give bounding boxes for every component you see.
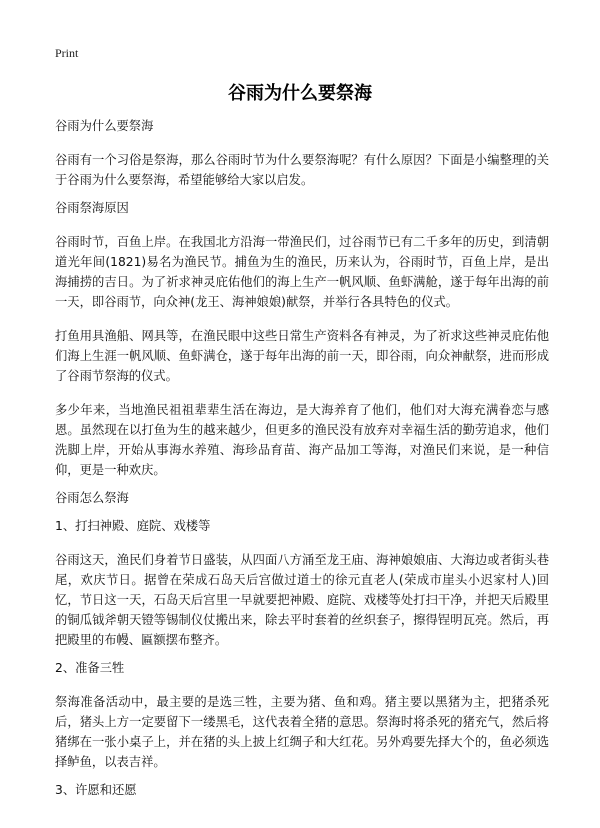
article-body bbox=[55, 116, 549, 804]
print-link[interactable]: Print bbox=[55, 46, 79, 60]
step-heading: 3、许愿和还愿 bbox=[55, 783, 137, 797]
paragraph: 祭海准备活动中，最主要的是选三牲，主要为猪、鱼和鸡。猪主要以黑猪为主，把猪杀死后，猪头上方一定要留下一缕黑毛，这代表着全猪的意思。祭海时将杀死的猪充气，然后将猪绑在一张小桌子上，并在猪的头上披上红绸子和大红花。另外鸡要先择大个的，鱼必须选择鲈鱼，以表吉祥。 bbox=[55, 695, 549, 769]
paragraph: 打鱼用具渔船、网具等，在渔民眼中这些日常生产资料各有神灵，为了祈求这些神灵庇佑他们海上生涯一帆风顺、鱼虾满仓，遂于每年出海的前一天，即谷雨，向众神献祭，进而形成了谷雨节祭海的仪式。 bbox=[55, 329, 549, 383]
section-heading: 谷雨祭海原因 bbox=[55, 201, 129, 215]
paragraph: 多少年来，当地渔民祖祖辈辈生活在海边，是大海养育了他们，他们对大海充满眷恋与感恩。虽然现在以打鱼为生的越来越少，但更多的渔民没有放弃对幸福生活的勤劳追求，他们洗脚上岸，开始从事海水养殖、海珍品育苗、海产品加工等海，对渔民们来说，是一种信仰，更是一种欢庆。 bbox=[55, 403, 549, 477]
paragraph: 谷雨这天，渔民们身着节日盛装，从四面八方涌至龙王庙、海神娘娘庙、大海边或者街头巷尾，欢庆节日。据曾在荣成石岛天后宫做过道士的徐元直老人(荣成市崖头小迟家村人)回忆，节日这一天，石岛天后宫里一早就要把神殿、庭院、戏楼等处打扫干净，并把天后殿里的铜瓜钺斧朝天镫等锡制仪仗搬出来，除去平时套着的丝织套子，擦得锃明瓦亮。然后，再把殿里的布幔、匾额摆布整齐。 bbox=[55, 553, 549, 647]
step-heading: 2、准备三牲 bbox=[55, 661, 125, 675]
paragraph: 谷雨有一个习俗是祭海，那么谷雨时节为什么要祭海呢？有什么原因？下面是小编整理的关于谷雨为什么要祭海，希望能够给大家以启发。 bbox=[55, 153, 549, 187]
page-title: 谷雨为什么要祭海 bbox=[228, 83, 372, 104]
step-heading: 1、打扫神殿、庭院、戏楼等 bbox=[55, 519, 211, 533]
section-heading: 谷雨怎么祭海 bbox=[55, 491, 129, 505]
section-heading: 谷雨为什么要祭海 bbox=[55, 119, 154, 133]
paragraph: 谷雨时节，百鱼上岸。在我国北方沿海一带渔民们，过谷雨节已有二千多年的历史，到清朝道光年间(1821)易名为渔民节。捕鱼为生的渔民，历来认为，谷雨时节，百鱼上岸，是出海捕捞的吉日。为了祈求神灵庇佑他们的海上生产一帆风顺、鱼虾满舱，遂于每年出海的前一天，即谷雨节，向众神(龙王、海神娘娘)献祭，并举行各具特色的仪式。 bbox=[55, 235, 549, 309]
